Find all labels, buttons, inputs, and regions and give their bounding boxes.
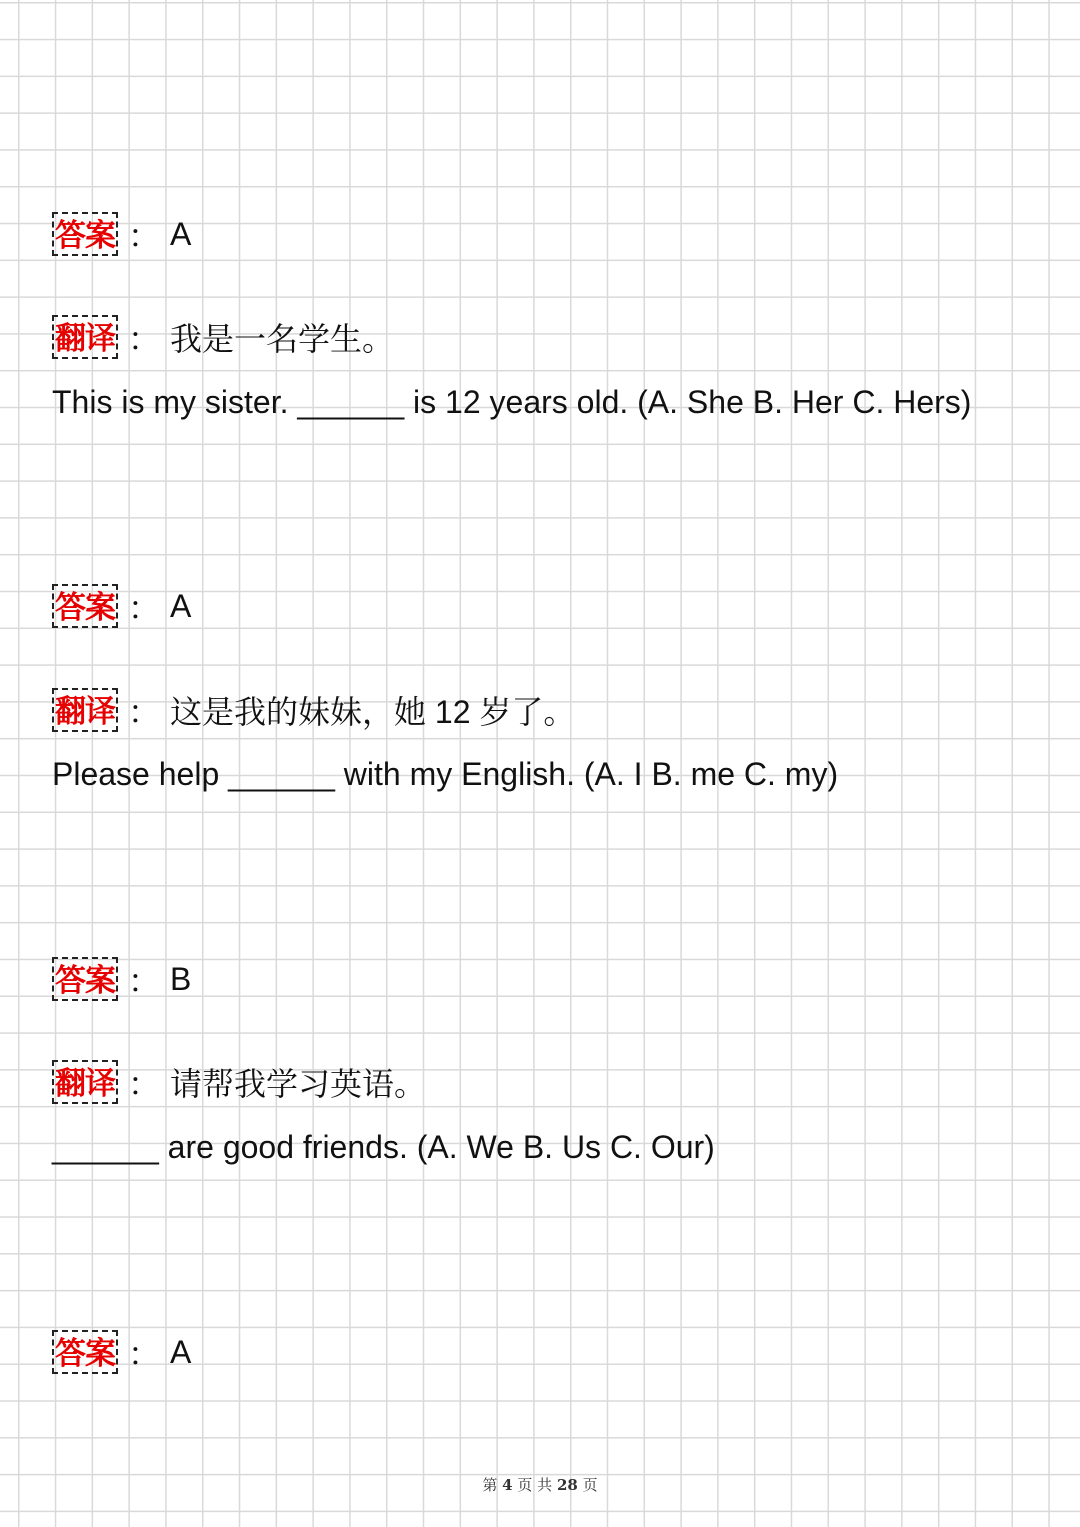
- answer-value: A: [170, 587, 192, 624]
- translation-label: 翻译: [52, 315, 118, 359]
- translation-text: 请帮我学习英语。: [170, 1066, 427, 1102]
- separator: ：: [128, 590, 161, 626]
- question-text: This is my sister. ______ is 12 years old. (A. She B. Her C. Hers): [52, 384, 972, 420]
- answer-value: A: [170, 1333, 192, 1370]
- separator: ：: [128, 694, 161, 730]
- footer-prefix: 第: [482, 1476, 498, 1494]
- question-text: ______ are good friends. (A. We B. Us C. Our): [52, 1129, 715, 1165]
- translation-line: [52, 686, 575, 734]
- answer-line: [52, 1328, 191, 1376]
- answer-label: 答案: [52, 957, 118, 1001]
- answer-label: 答案: [52, 212, 118, 256]
- footer-current-page: 4: [502, 1476, 513, 1494]
- answer-value: B: [170, 960, 192, 997]
- answer-value: A: [170, 215, 192, 252]
- translation-text: 这是我的妹妹，她 12 岁了。: [170, 694, 576, 730]
- footer-suffix: 页: [582, 1476, 598, 1494]
- answer-label: 答案: [52, 584, 118, 628]
- page-footer: [0, 1474, 1080, 1495]
- translation-label: 翻译: [52, 1060, 118, 1104]
- separator: ：: [128, 1066, 161, 1102]
- translation-line: [52, 313, 394, 361]
- footer-middle: 页 共: [517, 1476, 553, 1494]
- separator: ：: [128, 218, 161, 254]
- answer-label: 答案: [52, 1330, 118, 1374]
- footer-total-pages: 28: [556, 1476, 578, 1494]
- separator: ：: [128, 963, 161, 999]
- answer-line: [52, 210, 191, 258]
- translation-text: 我是一名学生。: [170, 321, 395, 357]
- translation-label: 翻译: [52, 688, 118, 732]
- translation-line: [52, 1058, 426, 1106]
- separator: ：: [128, 321, 161, 357]
- question-text: Please help ______ with my English. (A. I B. me C. my): [52, 756, 839, 792]
- answer-line: [52, 582, 191, 630]
- separator: ：: [128, 1336, 161, 1372]
- answer-line: [52, 955, 191, 1003]
